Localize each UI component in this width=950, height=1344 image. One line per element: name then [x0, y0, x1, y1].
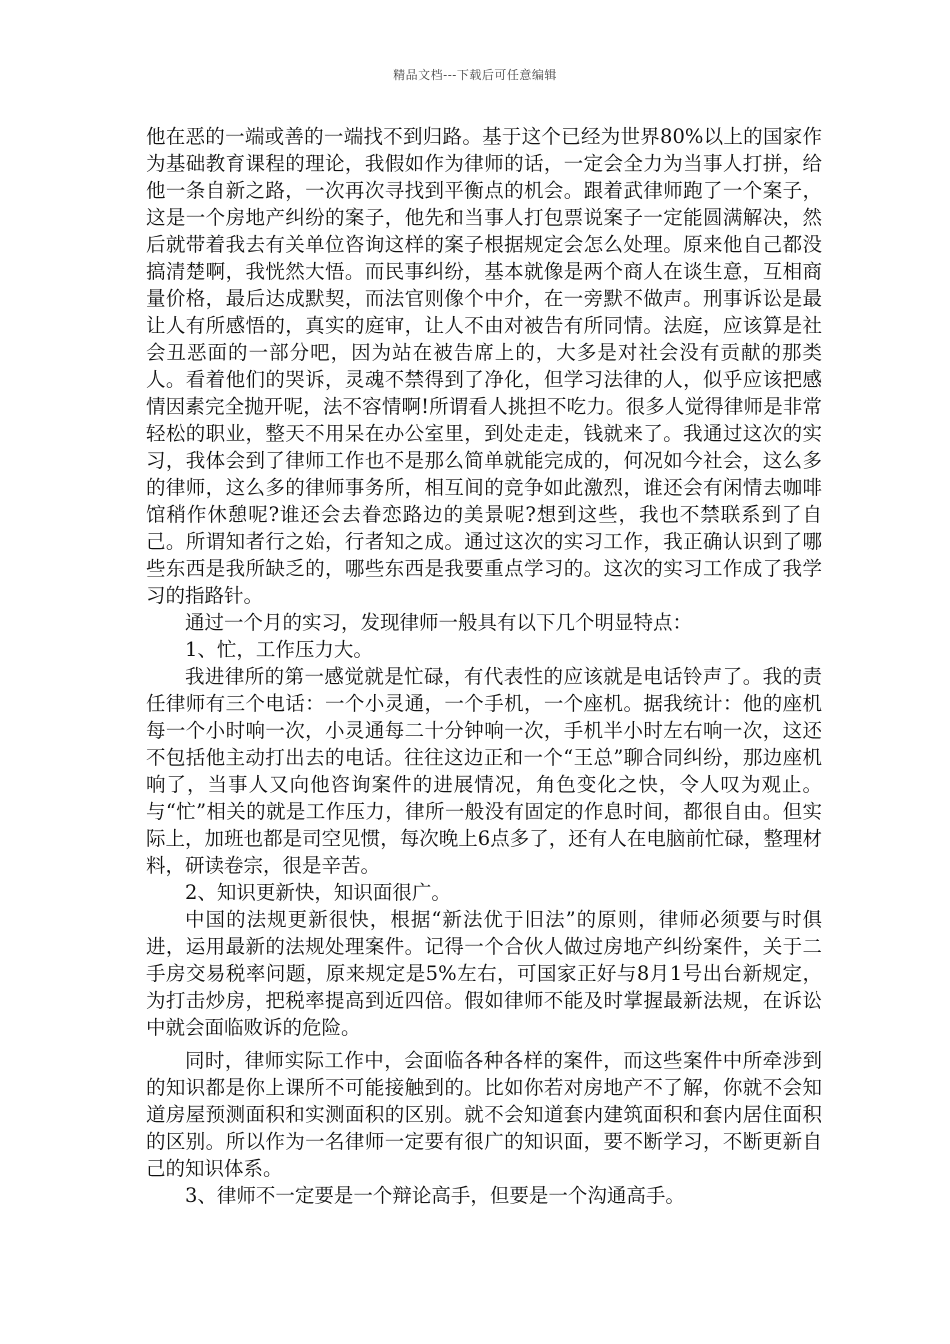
section-heading-busy: 1、忙，工作压力大。 [185, 638, 373, 661]
paragraph-knowledge: 中国的法规更新很快，根据“新法优于旧法”的原则，律师必须要与时俱进，运用最新的法规处理案件。记得一个合伙人做过房地产纠纷案件，关于二手房交易税率问题，原来规定是5%左右，可国家正好与8月1号出台新规定，为打击炒房，把税率提高到近四倍。假如律师不能及时掌握最新法规，在诉讼中就会面临败诉的危险。 [146, 908, 822, 1039]
paragraph-broad-knowledge: 同时，律师实际工作中，会面临各种各样的案件，而这些案件中所牵涉到的知识都是你上课所不可能接触到的。比如你若对房地产不了解，你就不会知道房屋预测面积和实测面积的区别。就不会知道套内建筑面积和套内居住面积的区别。所以作为一名律师一定要有很广的知识面，要不断学习，不断更新自己的知识体系。 [146, 1049, 822, 1180]
paragraph-intro-features: 通过一个月的实习，发现律师一般具有以下几个明显特点： [185, 611, 693, 634]
page-header: 精品文档---下载后可任意编辑 [393, 68, 557, 82]
document-body [146, 123, 822, 1209]
section-heading-communication: 3、律师不一定要是一个辩论高手，但要是一个沟通高手。 [185, 1184, 685, 1207]
section-heading-knowledge: 2、知识更新快，知识面很广。 [185, 881, 451, 904]
paragraph-busy: 我进律所的第一感觉就是忙碌，有代表性的应该就是电话铃声了。我的责任律师有三个电话：一个小灵通，一个手机，一个座机。据我统计：他的座机每一个小时响一次，小灵通每二十分钟响一次，手机半小时左右响一次，这还不包括他主动打出去的电话。往往这边正和一个“王总”聊合同纠纷，那边座机响了，当事人又向他咨询案件的进展情况，角色变化之快，令人叹为观止。与“忙”相关的就是工作压力，律所一般没有固定的作息时间，都很自由。但实际上，加班也都是司空见惯，每次晚上6点多了，还有人在电脑前忙碌，整理材料，研读卷宗，很是辛苦。 [146, 665, 822, 877]
paragraph-continuation: 他在恶的一端或善的一端找不到归路。基于这个已经为世界80%以上的国家作为基础教育课程的理论，我假如作为律师的话，一定会全力为当事人打拼，给他一条自新之路，一次再次寻找到平衡点的机会。跟着武律师跑了一个案子，这是一个房地产纠纷的案子，他先和当事人打包票说案子一定能圆满解决，然后就带着我去有关单位咨询这样的案子根据规定会怎么处理。原来他自己都没搞清楚啊，我恍然大悟。而民事纠纷，基本就像是两个商人在谈生意，互相商量价格，最后达成默契，而法官则像个中介，在一旁默不做声。刑事诉讼是最让人有所感悟的，真实的庭审，让人不由对被告有所同情。法庭，应该算是社会丑恶面的一部分吧，因为站在被告席上的，大多是对社会没有贡献的那类人。看着他们的哭诉，灵魂不禁得到了净化，但学习法律的人，似乎应该把感情因素完全抛开呢，法不容情啊!所谓看人挑担不吃力。很多人觉得律师是非常轻松的职业，整天不用呆在办公室里，到处走走，钱就来了。我通过这次的实习，我体会到了律师工作也不是那么简单就能完成的，何况如今社会，这么多的律师，这么多的律师事务所，相互间的竞争如此激烈，谁还会有闲情去咖啡馆稍作休憩呢?谁还会去眷恋路边的美景呢?想到这些，我也不禁联系到了自己。所谓知者行之始，行者知之成。通过这次的实习工作，我正确认识到了哪些东西是我所缺乏的，哪些东西是我要重点学习的。这次的实习工作成了我学习的指路针。 [146, 125, 822, 607]
